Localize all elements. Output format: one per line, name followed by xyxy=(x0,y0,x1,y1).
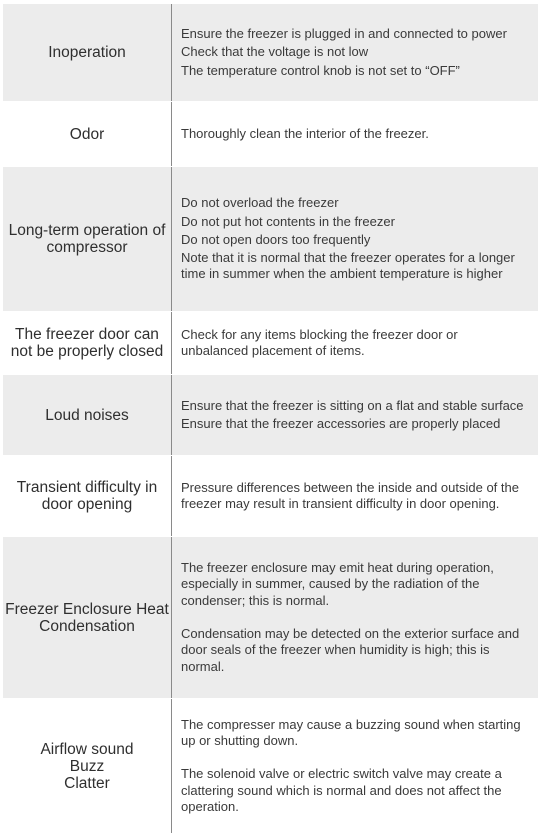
table-row xyxy=(3,4,538,102)
solution-text: Note that it is normal that the freezer operates for a longer time in summer when the ambient temperature is higher xyxy=(181,250,515,282)
solution-text: Ensure that the freezer is sitting on a flat and stable surface xyxy=(181,397,524,413)
solution-cell xyxy=(172,699,538,833)
solution-text: Ensure the freezer is plugged in and connected to power xyxy=(181,26,507,42)
table-row xyxy=(3,456,538,537)
solution-cell xyxy=(172,537,538,698)
solution-text: Do not overload the freezer xyxy=(181,195,339,211)
table-row xyxy=(3,699,538,834)
table-row xyxy=(3,375,538,456)
issue-cell: Loud noises xyxy=(3,375,172,455)
solution-text: Condensation may be detected on the exterior surface and door seals of the freezer when humidity is high; this is normal. xyxy=(181,626,520,674)
solution-text: Do not put hot contents in the freezer xyxy=(181,213,395,229)
issue-cell: The freezer door can not be properly closed xyxy=(3,312,172,374)
solution-cell xyxy=(172,456,538,536)
table-row xyxy=(3,102,538,167)
table-row xyxy=(3,167,538,312)
solution-text: Check that the voltage is not low xyxy=(181,44,369,60)
solution-text: The temperature control knob is not set to “OFF” xyxy=(181,62,460,78)
solution-text: The freezer enclosure may emit heat during operation, especially in summer, caused by the radiation of the condenser; this is normal. xyxy=(181,560,494,608)
solution-text: The solenoid valve or electric switch valve may create a clattering sound which is normal and does not affect the operation. xyxy=(181,766,502,814)
troubleshooting-table xyxy=(3,4,538,834)
solution-text: Ensure that the freezer accessories are properly placed xyxy=(181,416,501,431)
solution-text: Pressure differences between the inside and outside of the freezer may result in transient difficulty in door opening. xyxy=(181,479,519,511)
issue-cell: Inoperation xyxy=(3,4,172,101)
solution-text: Thoroughly clean the interior of the freezer. xyxy=(181,125,429,141)
issue-cell: Odor xyxy=(3,102,172,166)
table-row xyxy=(3,312,538,375)
solution-cell xyxy=(172,167,538,311)
solution-text: Check for any items blocking the freezer door or unbalanced placement of items. xyxy=(181,326,458,358)
solution-cell xyxy=(172,312,538,374)
solution-text: The compresser may cause a buzzing sound when starting up or shutting down. xyxy=(181,716,521,749)
solution-cell xyxy=(172,102,538,166)
solution-cell xyxy=(172,4,538,101)
table-row xyxy=(3,537,538,699)
solution-text: Do not open doors too frequently xyxy=(181,231,371,247)
issue-cell: Airflow sound Buzz Clatter xyxy=(3,699,172,833)
issue-cell: Long-term operation of compressor xyxy=(3,167,172,311)
issue-cell: Transient difficulty in door opening xyxy=(3,456,172,536)
issue-cell: Freezer Enclosure Heat Condensation xyxy=(3,537,172,698)
solution-cell xyxy=(172,375,538,455)
